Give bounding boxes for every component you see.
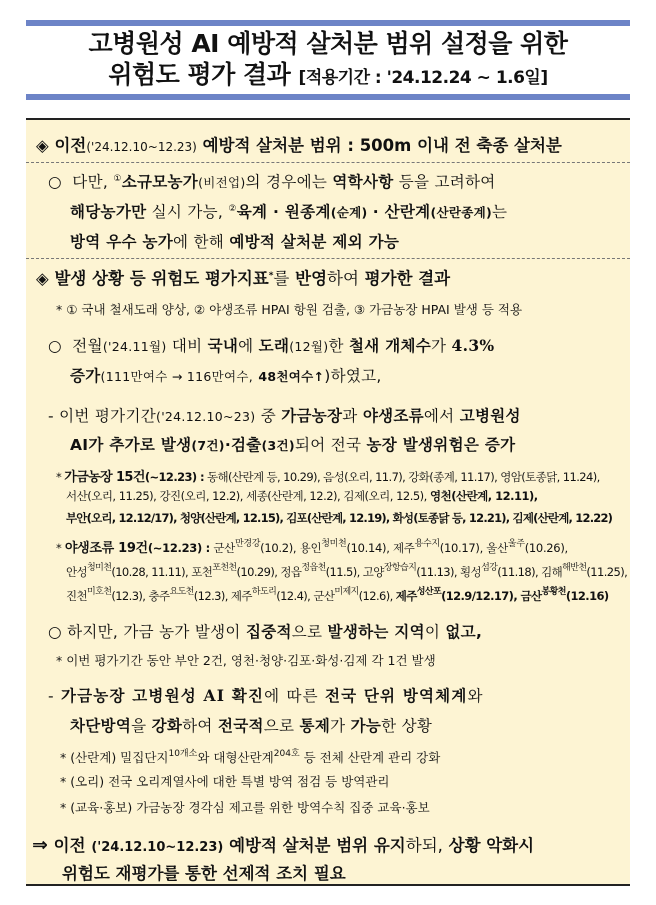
dash-bullet-icon: -	[48, 407, 54, 425]
title-line-1: 고병원성 AI 예방적 살처분 범위 설정을 위한	[88, 29, 568, 58]
section-previous-range: ◈ 이전('24.12.10~12.23) 예방적 살처분 범위 : 500m 이내 전 축종 살처분	[36, 136, 562, 155]
wild-bird-detection: 군산$^{만경강}$(10.2),	[213, 539, 297, 555]
wild-bird-detection: 제주$^{용수지}$(10.17),	[392, 539, 483, 555]
wild-bird-detection: 울산$^{울주}$(10.26),	[486, 539, 568, 555]
wild-bird-detection: 김해$^{해반천}$(11.25),	[541, 563, 628, 579]
note-duck: * (오리) 전국 오리계열사에 대한 특별 방역 점검 등 방역관리	[60, 774, 390, 789]
note-outbreak-count: * 이번 평가기간 동안 부안 2건, 영천·청양·김포·화성·김제 각 1건 발생	[56, 653, 436, 668]
para-exception-line-3: 방역 우수 농가에 한해 예방적 살처분 제외 가능	[70, 233, 400, 251]
wild-bird-detection: 제주$^{하도리}$(12.4),	[230, 587, 311, 603]
wild-bird-detection: 용인$^{청미천}$(10.14),	[299, 539, 390, 555]
dashed-divider	[26, 162, 630, 163]
wild-bird-detection: 포천$^{포천천}$(10.29),	[191, 563, 278, 579]
circle-bullet-icon: ○	[48, 337, 62, 355]
wild-bird-detection: 금산$^{봉황천}$(12.16)	[520, 587, 609, 603]
wild-bird-detection: 안성$^{청미천}$(10.28, 11.11),	[66, 563, 189, 579]
para-no-cluster: ○ 하지만, 가금 농가 발생이 집중적으로 발생하는 지역이 없고,	[48, 623, 483, 641]
para-control-line-2: 차단방역을 강화하여 전국적으로 통제가 가능한 상황	[70, 717, 433, 735]
apply-period: [적용기간 : '24.12.24 ~ 1.6일]	[298, 68, 548, 88]
diamond-bullet-icon: ◈	[36, 136, 49, 155]
wild-bird-row-3	[66, 584, 609, 604]
farm-outbreak-row-3: 부안(오리, 12.12/17), 청양(산란계, 12.15), 김포(산란계, 12.19), 화성(토종닭 등, 12.21), 김제(산란계, 12.22)	[66, 511, 613, 525]
wild-bird-detection: 제주$^{성산포}$(12.9/12.17),	[395, 587, 518, 603]
para-exception-line-2: 해당농가만 실시 가능, ②육계 · 원종계(순계) · 산란계(산란종계)는	[70, 203, 508, 221]
para-outbreak-line-1: - 이번 평가기간('24.12.10~23) 중 가금농장과 야생조류에서 고병원성	[48, 407, 521, 425]
title-top-bar	[26, 20, 630, 26]
conclusion-line-2: 위험도 재평가를 통한 선제적 조치 필요	[62, 864, 346, 883]
para-exception-line-1: ○ 다만, ①소규모농가(비전업)의 경우에는 역학사항 등을 고려하여	[48, 173, 496, 191]
dash-bullet-icon: -	[48, 687, 55, 705]
content-box	[26, 118, 630, 886]
dashed-divider	[26, 258, 630, 259]
wild-bird-row-2	[66, 560, 627, 580]
page-title	[26, 28, 630, 94]
section-evaluation: ◈ 발생 상황 등 위험도 평가지표*를 반영하여 평가한 결과	[36, 269, 451, 288]
wild-bird-detection: 진천$^{미호천}$(12.3),	[66, 587, 146, 603]
circle-bullet-icon: ○	[48, 173, 62, 191]
title-bottom-bar	[26, 94, 630, 100]
farm-outbreak-row-1: * 가금농장 15건(~12.23) : 동해(산란계 등, 10.29), 음성(오리, 11.7), 강화(종계, 11.17), 영암(토종닭, 11.24),	[56, 470, 600, 485]
note-indicators: * ① 국내 철새도래 양상, ② 야생조류 HPAI 항원 검출, ③ 가금농장 HPAI 발생 등 적용	[56, 302, 523, 317]
wild-bird-detection: 횡성$^{섬강}$(11.18),	[460, 563, 539, 579]
farm-outbreak-row-2: 서산(오리, 11.25), 강진(오리, 12.2), 세종(산란계, 12.2), 김제(오리, 12.5), 영천(산란계, 12.11),	[66, 489, 538, 503]
wild-bird-detection: 군산$^{미제지}$(12.6),	[313, 587, 393, 603]
wild-bird-detection: 고양$^{장항습지}$(11.13),	[362, 563, 457, 579]
diamond-bullet-icon: ◈	[36, 269, 49, 288]
para-migratory-line-1: ○ 전월('24.11월) 대비 국내에 도래(12월)한 철새 개체수가 4.3%	[48, 336, 495, 355]
para-migratory-line-2: 증가(111만여수 → 116만여수, 48천여수↑)하였고,	[70, 367, 382, 385]
title-block	[26, 20, 630, 100]
circle-bullet-icon: ○	[48, 623, 62, 641]
double-arrow-icon: ⇒	[32, 834, 48, 856]
para-outbreak-line-2: AI가 추가로 발생(7건)·검출(3건)되어 전국 농장 발생위험은 증가	[70, 436, 516, 454]
wild-bird-detection: 정읍$^{정읍천}$(11.5),	[280, 563, 360, 579]
note-layer-farms: * (산란계) 밀집단지$^{10개소}$와 대형산란계$^{204호}$ 등 전체 산란계 관리 강화	[60, 749, 441, 765]
title-line-2: 위험도 평가 결과 [적용기간 : '24.12.24 ~ 1.6일]	[108, 60, 548, 89]
conclusion-line-1: ⇒ 이전 ('24.12.10~12.23) 예방적 살처분 범위 유지하되, 상황 악화시	[32, 834, 535, 856]
wild-bird-row-1: * 야생조류 19건(~12.23) : 군산$^{만경강}$(10.2), 용인$^{청미천}$(10.14), 제주$^{용수지}$(10.17), 울산$^{울주}$(10.26),	[56, 539, 568, 556]
wild-bird-detection: 충주$^{요도천}$(12.3),	[148, 587, 228, 603]
note-education: * (교육·홍보) 가금농장 경각심 제고를 위한 방역수칙 집중 교육·홍보	[60, 800, 430, 815]
para-control-line-1: - 가금농장 고병원성 AI 확진에 따른 전국 단위 방역체계와	[48, 686, 484, 705]
